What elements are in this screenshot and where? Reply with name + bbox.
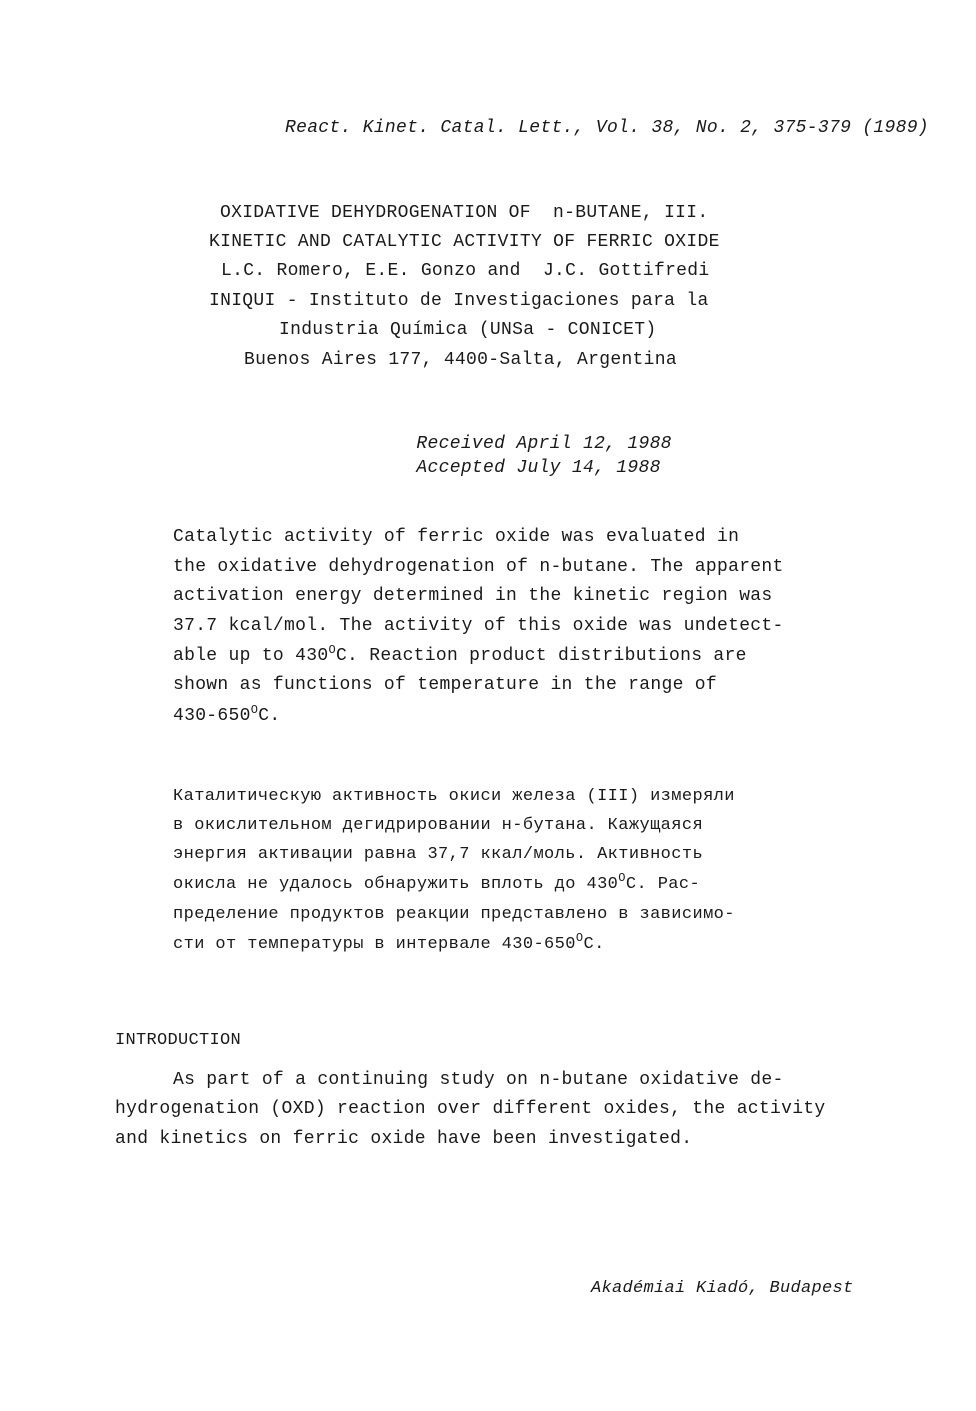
abstract-en-line-4: 37.7 kcal/mol. The activity of this oxide was undetect- bbox=[173, 616, 784, 636]
abstract-ru-line-3: энергия активации равна 37,7 ккал/моль. Активность bbox=[173, 845, 704, 864]
abstract-en-line-6: shown as functions of temperature in the range of bbox=[173, 675, 717, 695]
abstract-ru-line-6-text-a: сти от температуры в интервале 430-650 bbox=[173, 935, 576, 954]
abstract-ru-line-4 bbox=[173, 871, 701, 896]
degree-superscript: O bbox=[575, 931, 584, 945]
abstract-en-line-7-text-a: 430-650 bbox=[173, 706, 251, 726]
abstract-en-line-7-text-b: C. bbox=[258, 706, 281, 726]
journal-citation: React. Kinet. Catal. Lett., Vol. 38, No. 2, 375-379 (1989) bbox=[285, 118, 929, 138]
abstract-en-line-5-text-b: C. Reaction product distributions are bbox=[335, 646, 747, 666]
degree-superscript: O bbox=[618, 871, 626, 885]
degree-superscript: O bbox=[250, 703, 259, 717]
abstract-ru-line-6 bbox=[173, 931, 605, 956]
abstract-ru-line-4-text-b: C. Рас- bbox=[625, 875, 701, 894]
publisher-footer: Akadémiai Kiadó, Budapest bbox=[591, 1279, 854, 1298]
abstract-en-line-5 bbox=[173, 645, 747, 667]
abstract-ru-line-2: в окислительном дегидрировании н-бутана. Кажущаяся bbox=[173, 816, 704, 835]
degree-superscript: O bbox=[328, 643, 336, 657]
introduction-line-1: As part of a continuing study on n-butane oxidative de- bbox=[173, 1070, 784, 1090]
abstract-en-line-3: activation energy determined in the kinetic region was bbox=[173, 586, 773, 606]
affiliation-line-2: Industria Química (UNSa - CONICET) bbox=[279, 320, 657, 340]
abstract-ru-line-4-text-a: окисла не удалось обнаружить вплоть до 430 bbox=[173, 875, 619, 894]
title-line-2: KINETIC AND CATALYTIC ACTIVITY OF FERRIC OXIDE bbox=[209, 232, 720, 252]
affiliation-line-3: Buenos Aires 177, 4400-Salta, Argentina bbox=[244, 350, 677, 370]
affiliation-line-1: INIQUI - Instituto de Investigaciones para la bbox=[209, 291, 709, 311]
abstract-en-line-7 bbox=[173, 705, 280, 727]
abstract-en-line-1: Catalytic activity of ferric oxide was evaluated in bbox=[173, 527, 740, 547]
abstract-ru-line-5: пределение продуктов реакции представлено в зависимо- bbox=[173, 905, 735, 924]
authors: L.C. Romero, E.E. Gonzo and J.C. Gottifredi bbox=[221, 261, 710, 281]
accepted-label: Accepted bbox=[416, 458, 506, 478]
abstract-ru-line-6-text-b: C. bbox=[583, 935, 605, 954]
received-date: April 12, 1988 bbox=[516, 434, 672, 454]
abstract-en-line-2: the oxidative dehydrogenation of n-butane. The apparent bbox=[173, 557, 784, 577]
accepted-date: July 14, 1988 bbox=[516, 458, 661, 478]
received-label: Received bbox=[416, 434, 506, 454]
introduction-heading: INTRODUCTION bbox=[115, 1031, 242, 1050]
abstract-ru-line-1: Каталитическую активность окиси железа (III) измеряли bbox=[173, 787, 735, 806]
accepted-line bbox=[372, 435, 661, 501]
title-line-1: OXIDATIVE DEHYDROGENATION OF n-BUTANE, III. bbox=[220, 203, 709, 223]
introduction-line-3: and kinetics on ferric oxide have been investigated. bbox=[115, 1129, 693, 1149]
abstract-en-line-5-text-a: able up to 430 bbox=[173, 646, 329, 666]
introduction-line-2: hydrogenation (OXD) reaction over different oxides, the activity bbox=[115, 1099, 826, 1119]
